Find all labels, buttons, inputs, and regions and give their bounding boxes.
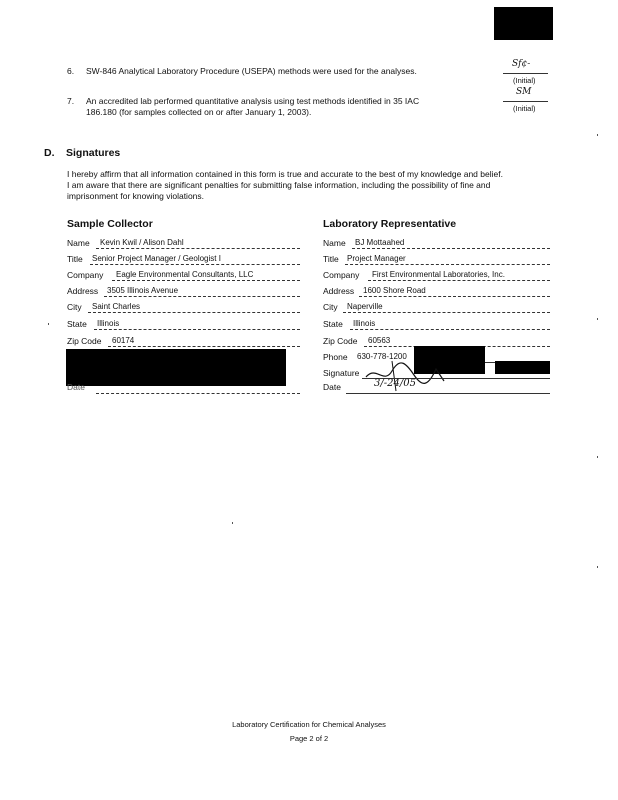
lab-city-label: City [323, 302, 338, 312]
lab-address-line [359, 296, 550, 297]
scan-speck [597, 134, 598, 136]
scan-speck [597, 318, 598, 320]
collector-state-line [94, 329, 300, 330]
collector-address-line [104, 296, 300, 297]
scan-speck [597, 566, 598, 568]
collector-state-value: Illinois [97, 319, 120, 328]
lab-phone-label: Phone [323, 352, 348, 362]
item-6-initial-line [503, 73, 548, 74]
affirmation-line-2: I am aware that there are significant penalties for submitting false information, including the possibility of fine and [67, 180, 491, 190]
collector-title-line [90, 264, 300, 265]
collector-city-line [88, 312, 300, 313]
item-7-initial-line [503, 101, 548, 102]
lab-name-line [352, 248, 550, 249]
lab-address-value: 1600 Shore Road [363, 286, 426, 295]
lab-phone-value: 630-778-1200 [357, 352, 407, 361]
collector-company-line [112, 280, 300, 281]
collector-zip-value: 60174 [112, 336, 135, 345]
item-7-number: 7. [67, 96, 75, 106]
collector-date-line [96, 393, 300, 394]
item-6-initial-label: (Initial) [513, 76, 536, 85]
footer-page-number: Page 2 of 2 [289, 734, 329, 743]
item-6-initial-handwriting: Sf¢- [512, 59, 531, 69]
item-6-number: 6. [67, 66, 75, 76]
section-letter: D. [44, 147, 55, 159]
collector-address-label: Address [67, 286, 99, 296]
collector-city-value: Saint Charles [92, 302, 141, 311]
lab-name-label: Name [323, 238, 346, 248]
collector-title-label: Title [67, 254, 83, 264]
collector-city-label: City [67, 302, 82, 312]
affirmation-line-3: imprisonment for knowing violations. [67, 191, 205, 201]
redaction-collector-phone-signature [66, 349, 286, 386]
lab-date-handwriting: 3/-24/05 [374, 378, 416, 389]
lab-address-label: Address [323, 286, 355, 296]
scan-speck [232, 522, 233, 524]
collector-company-value: Eagle Environmental Consultants, LLC [116, 270, 254, 279]
item-7-text-line1: An accredited lab performed quantitative analysis using test methods identified in 35 IAC [86, 96, 420, 106]
lab-title-line [345, 264, 550, 265]
collector-title-value: Senior Project Manager / Geologist I [92, 254, 221, 263]
item-7-initial-handwriting: SM [516, 87, 532, 97]
lab-signature-handwriting [362, 355, 462, 395]
lab-company-line [368, 280, 550, 281]
collector-address-value: 3505 Illinois Avenue [107, 286, 179, 295]
collector-zip-label: Zip Code [67, 336, 102, 346]
collector-heading: Sample Collector [67, 218, 153, 230]
signature-scribble-icon [362, 355, 462, 395]
lab-signature-label: Signature [323, 368, 360, 378]
redaction-block-top [494, 7, 553, 40]
item-7-initial-label: (Initial) [513, 104, 536, 113]
lab-company-value: First Environmental Laboratories, Inc. [372, 270, 505, 279]
footer-title: Laboratory Certification for Chemical Analyses [232, 720, 386, 729]
collector-name-label: Name [67, 238, 90, 248]
lab-zip-label: Zip Code [323, 336, 358, 346]
scan-speck [597, 456, 598, 458]
lab-state-value: Illinois [353, 319, 376, 328]
collector-name-value: Kevin Kwil / Alison Dahl [100, 238, 184, 247]
lab-zip-value: 60563 [368, 336, 391, 345]
scan-speck [48, 323, 49, 325]
lab-state-label: State [323, 319, 343, 329]
lab-city-line [343, 312, 550, 313]
lab-title-value: Project Manager [347, 254, 406, 263]
lab-name-value: BJ Mottaahed [355, 238, 405, 247]
lab-company-label: Company [323, 270, 360, 280]
collector-company-label: Company [67, 270, 104, 280]
lab-heading: Laboratory Representative [323, 218, 457, 230]
redaction-lab-signature [495, 361, 550, 374]
lab-date-label: Date [323, 382, 341, 392]
lab-city-value: Naperville [347, 302, 383, 311]
collector-state-label: State [67, 319, 87, 329]
item-6-text: SW-846 Analytical Laboratory Procedure (USEPA) methods were used for the analyses. [86, 66, 417, 76]
collector-zip-line [108, 346, 300, 347]
collector-date-label: Date [67, 382, 85, 392]
section-title: Signatures [66, 147, 121, 159]
lab-date-line [346, 393, 550, 394]
lab-title-label: Title [323, 254, 339, 264]
item-7-text-line2: 186.180 (for samples collected on or after January 1, 2003). [86, 107, 312, 117]
affirmation-line-1: I hereby affirm that all information contained in this form is true and accurate to the best of my knowledge and belief. [67, 169, 503, 179]
lab-state-line [350, 329, 550, 330]
collector-name-line [96, 248, 300, 249]
